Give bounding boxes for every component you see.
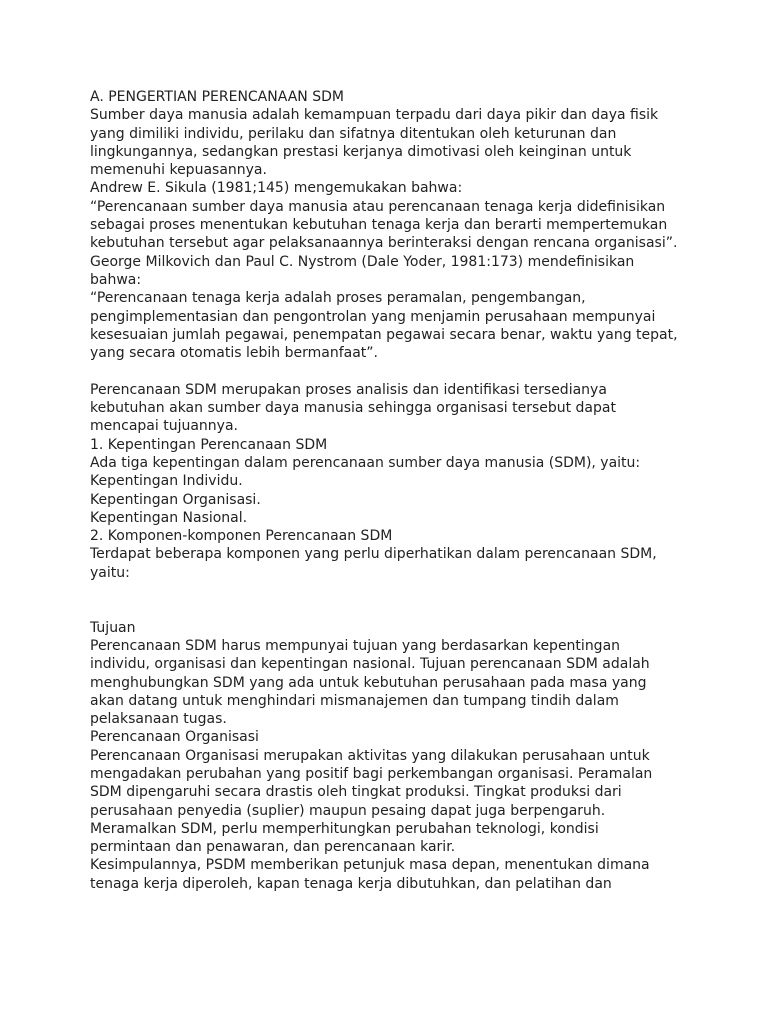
text-line: A. PENGERTIAN PERENCANAAN SDM xyxy=(90,89,344,105)
text-line: bahwa: xyxy=(90,271,142,288)
text-line: Kesimpulannya, PSDM memberikan petunjuk masa depan, menentukan dimana xyxy=(90,857,650,874)
text-line: menghubungkan SDM yang ada untuk kebutuhan perusahaan pada masa yang xyxy=(90,674,647,691)
text-line: George Milkovich dan Paul C. Nystrom (Dale Yoder, 1981:173) mendefinisikan xyxy=(90,253,635,270)
text-line: kebutuhan akan sumber daya manusia sehingga organisasi tersebut dapat xyxy=(90,400,616,417)
text-line: Perencanaan SDM harus mempunyai tujuan yang berdasarkan kepentingan xyxy=(90,637,621,654)
text-line: “Perencanaan sumber daya manusia atau perencanaan tenaga kerja didefinisikan xyxy=(90,198,666,215)
text-line: Meramalkan SDM, perlu memperhitungkan perubahan teknologi, kondisi xyxy=(90,820,599,837)
blank-line xyxy=(90,362,690,380)
text-line: pengimplementasian dan pengontrolan yang menjamin perusahaan mempunyai xyxy=(90,308,656,325)
text-line: akan datang untuk menghindari mismanajemen dan tumpang tindih dalam xyxy=(90,692,619,709)
text-line: Kepentingan Individu. xyxy=(90,473,243,490)
text-line: lingkungannya, sedangkan prestasi kerjanya dimotivasi oleh keinginan untuk xyxy=(90,143,632,160)
text-line: Tujuan xyxy=(90,619,136,636)
text-line: Perencanaan SDM merupakan proses analisis dan identifikasi tersedianya xyxy=(90,381,607,398)
text-line: Perencanaan Organisasi merupakan aktivitas yang dilakukan perusahaan untuk xyxy=(90,747,650,764)
text-line: yang dimiliki individu, perilaku dan sifatnya ditentukan oleh keturunan dan xyxy=(90,125,617,142)
text-line: sebagai proses menentukan kebutuhan tenaga kerja dan berarti mempertemukan xyxy=(90,217,668,234)
text-line: yang secara otomatis lebih bermanfaat”. xyxy=(90,345,378,362)
blank-line xyxy=(90,600,690,618)
document-page xyxy=(90,88,690,893)
text-line: Kepentingan Organisasi. xyxy=(90,491,261,508)
text-line: individu, organisasi dan kepentingan nasional. Tujuan perencanaan SDM adalah xyxy=(90,656,650,673)
text-line: Andrew E. Sikula (1981;145) mengemukakan bahwa: xyxy=(90,180,463,197)
text-line: 1. Kepentingan Perencanaan SDM xyxy=(90,436,328,453)
text-line: SDM dipengaruhi secara drastis oleh tingkat produksi. Tingkat produksi dari xyxy=(90,784,622,801)
blank-line xyxy=(90,582,690,600)
text-line: Sumber daya manusia adalah kemampuan terpadu dari daya pikir dan daya fisik xyxy=(90,107,659,124)
text-line: “Perencanaan tenaga kerja adalah proses peramalan, pengembangan, xyxy=(90,290,586,307)
text-line: Kepentingan Nasional. xyxy=(90,509,248,526)
text-line: Perencanaan Organisasi xyxy=(90,729,259,746)
text-line: memenuhi kepuasannya. xyxy=(90,162,267,179)
text-line: perusahaan penyedia (suplier) maupun pesaing dapat juga berpengaruh. xyxy=(90,802,606,819)
text-line: tenaga kerja diperoleh, kapan tenaga kerja dibutuhkan, dan pelatihan dan xyxy=(90,875,612,892)
text-line: kesesuaian jumlah pegawai, penempatan pegawai secara benar, waktu yang tepat, xyxy=(90,326,678,343)
text-line: 2. Komponen-komponen Perencanaan SDM xyxy=(90,528,393,545)
text-line: permintaan dan penawaran, dan perencanaan karir. xyxy=(90,839,456,856)
text-line: mencapai tujuannya. xyxy=(90,418,238,435)
text-line: kebutuhan tersebut agar pelaksanaannya berinteraksi dengan rencana organisasi”. xyxy=(90,235,678,252)
text-line: yaitu: xyxy=(90,564,130,581)
text-line: Terdapat beberapa komponen yang perlu diperhatikan dalam perencanaan SDM, xyxy=(90,546,657,563)
text-line: Ada tiga kepentingan dalam perencanaan sumber daya manusia (SDM), yaitu: xyxy=(90,454,641,471)
text-line: pelaksanaan tugas. xyxy=(90,711,227,728)
text-line: mengadakan perubahan yang positif bagi perkembangan organisasi. Peramalan xyxy=(90,765,653,782)
